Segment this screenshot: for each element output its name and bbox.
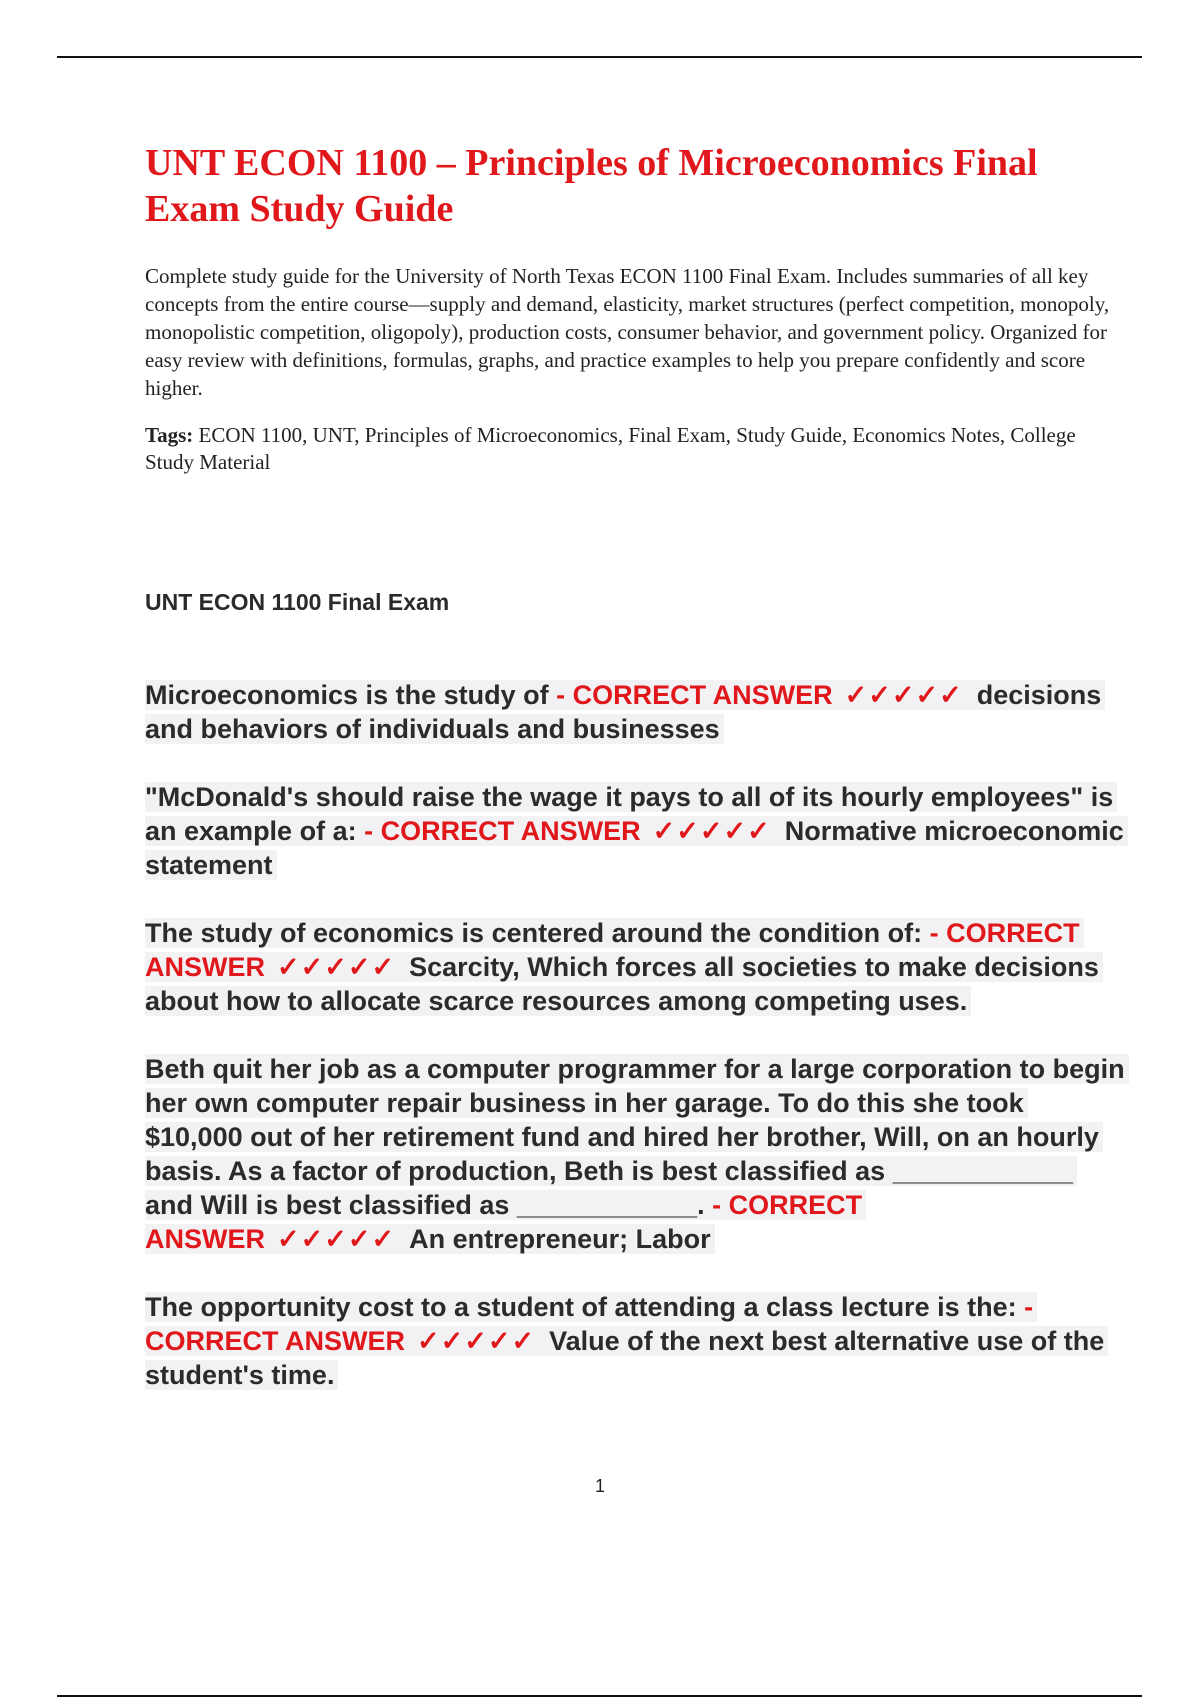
answer-text: decisions and behaviors of individuals and businesses bbox=[145, 680, 1102, 744]
question-text: The study of economics is centered around the condition of: bbox=[145, 918, 923, 948]
question-item bbox=[145, 1052, 1125, 1256]
question-highlight bbox=[145, 1054, 1129, 1254]
document-title: UNT ECON 1100 – Principles of Microeconomics Final Exam Study Guide bbox=[145, 142, 1038, 230]
answer-text: Scarcity, Which forces all societies to make decisions about how to allocate scarce resources among competing uses. bbox=[145, 952, 1099, 1016]
top-rule bbox=[57, 56, 1142, 58]
question-list bbox=[145, 678, 1125, 1392]
answer-text: An entrepreneur; Labor bbox=[409, 1224, 711, 1254]
question-text: "McDonald's should raise the wage it pays to all of its hourly employees" is an example of a: bbox=[145, 782, 1114, 846]
correct-answer-label: - CORRECT ANSWER bbox=[145, 1190, 863, 1254]
checkmark-icon: ✓✓✓✓✓ bbox=[277, 1224, 396, 1254]
answer-text: Value of the next best alternative use of the student's time. bbox=[145, 1326, 1105, 1390]
correct-answer-label: - CORRECT ANSWER bbox=[145, 1292, 1034, 1356]
question-item bbox=[145, 1290, 1125, 1392]
document-tags bbox=[145, 422, 1120, 476]
question-highlight bbox=[145, 1292, 1108, 1390]
question-highlight bbox=[145, 918, 1103, 1016]
question-item bbox=[145, 780, 1125, 882]
question-text: Microeconomics is the study of bbox=[145, 680, 549, 710]
correct-answer-label: - CORRECT ANSWER bbox=[364, 816, 641, 846]
checkmark-icon: ✓✓✓✓✓ bbox=[417, 1326, 536, 1356]
question-highlight bbox=[145, 782, 1128, 880]
page-number: 1 bbox=[594, 1476, 605, 1496]
question-item bbox=[145, 916, 1125, 1018]
tags-value: ECON 1100, UNT, Principles of Microeconomics, Final Exam, Study Guide, Economics Notes, College Study Material bbox=[145, 423, 1076, 474]
correct-answer-label: - CORRECT ANSWER bbox=[556, 680, 833, 710]
question-item bbox=[145, 678, 1125, 746]
checkmark-icon: ✓✓✓✓✓ bbox=[652, 816, 771, 846]
document-body bbox=[145, 140, 1125, 1426]
question-text: The opportunity cost to a student of attending a class lecture is the: bbox=[145, 1292, 1017, 1322]
question-text: Beth quit her job as a computer programmer for a large corporation to begin her own computer repair business in her garage. To do this she took $10,000 out of her retirement fund and hired her brother, Will, on an hourly basis. As a factor of production, Beth is best classified as ____________ and Will is best classified as ____________. bbox=[145, 1054, 1125, 1220]
checkmark-icon: ✓✓✓✓✓ bbox=[277, 952, 396, 982]
tags-label: Tags: bbox=[145, 423, 194, 447]
document-description: Complete study guide for the University of North Texas ECON 1100 Final Exam. Includes summaries of all key concepts from the entire course—supply and demand, elasticity, market structures (perfect competition, monopoly, monopolistic competition, oligopoly), production costs, consumer behavior, and government policy. Organized for easy review with definitions, formulas, graphs, and practice examples to help you prepare confidently and score higher. bbox=[145, 264, 1110, 400]
checkmark-icon: ✓✓✓✓✓ bbox=[844, 680, 963, 710]
question-highlight bbox=[145, 680, 1105, 744]
correct-answer-label: - CORRECT ANSWER bbox=[145, 918, 1080, 982]
answer-text: Normative microeconomic statement bbox=[145, 816, 1124, 880]
exam-title: UNT ECON 1100 Final Exam bbox=[145, 589, 450, 615]
bottom-rule bbox=[57, 1695, 1142, 1697]
